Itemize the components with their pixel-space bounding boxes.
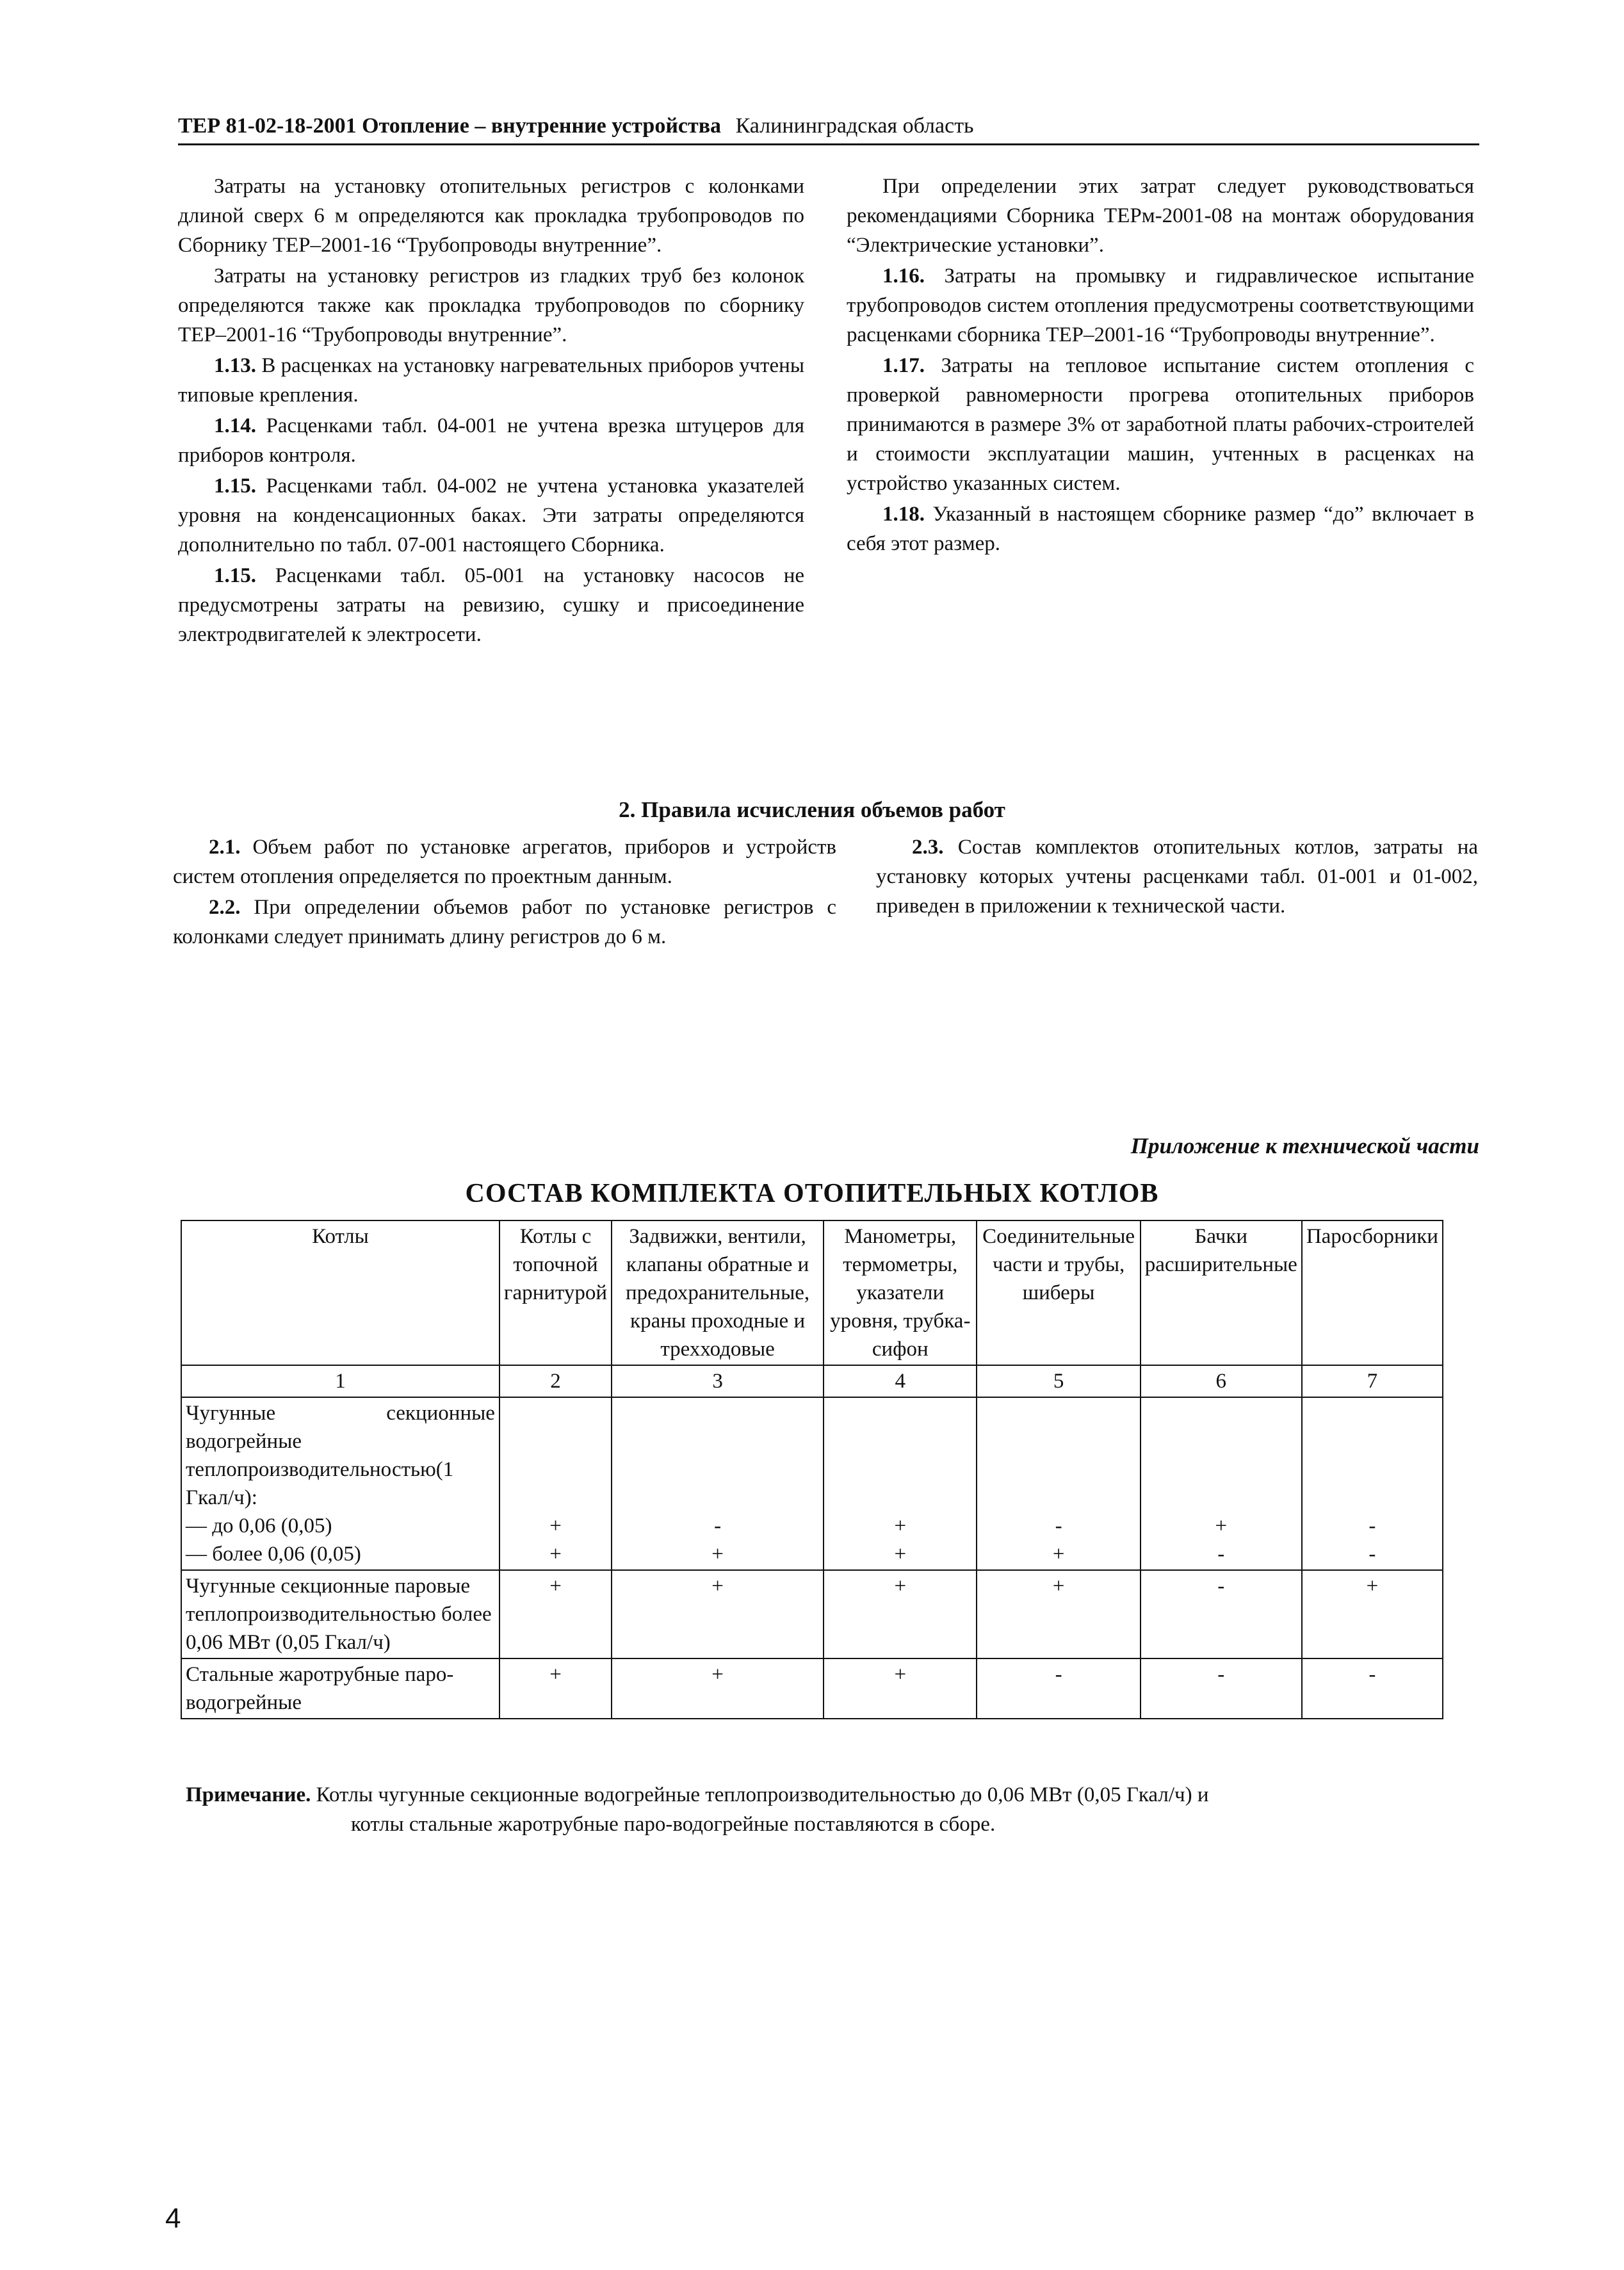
page-number: 4	[165, 2203, 181, 2234]
mark-cell: -	[1141, 1658, 1302, 1719]
note-line-1: Котлы чугунные секционные водогрейные теплопроизводительностью до 0,06 МВт (0,05 Гкал/ч) и	[316, 1783, 1209, 1806]
column-number: 6	[1141, 1365, 1302, 1397]
boiler-set-table	[181, 1220, 1443, 1719]
mark-cell: +	[499, 1570, 612, 1658]
paragraph-1-16: 1.16. Затраты на промывку и гидравлическое испытание трубопроводов систем отопления предусмотрены соответствующими расценками сборника ТЕР–2001-16 “Трубопроводы внутренние”.	[847, 264, 1475, 346]
left-column	[178, 172, 804, 651]
note-line-2: котлы стальные жаротрубные паро-водогрейные поставляются в сборе.	[351, 1813, 996, 1836]
paragraph: Затраты на установку регистров из гладких труб без колонок определяются также как прокладка трубопроводов по сборнику ТЕР–2001-16 “Трубопроводы внутренние”.	[178, 264, 804, 346]
row-subitem: — более 0,06 (0,05)	[186, 1543, 361, 1566]
mark-cell: +	[1302, 1570, 1443, 1658]
row-name-cell	[181, 1397, 499, 1570]
paragraph-1-14: 1.14. Расценками табл. 04-001 не учтена врезка штуцеров для приборов контроля.	[178, 414, 805, 467]
paragraph-1-15b: 1.15. Расценками табл. 05-001 на установку насосов не предусмотрены затраты на ревизию, сушку и присоединение электродвигателей к электросети.	[178, 564, 805, 646]
right-column	[847, 172, 1474, 560]
row-subitem: — до 0,06 (0,05)	[186, 1514, 332, 1537]
mark-cell: +	[977, 1570, 1140, 1658]
mark-cell: +	[612, 1570, 824, 1658]
paragraph-1-18: 1.18. Указанный в настоящем сборнике размер “до” включает в себя этот размер.	[847, 503, 1475, 555]
column-number: 5	[977, 1365, 1140, 1397]
page-header	[178, 114, 1479, 145]
header-code: ТЕР 81-02-18-2001 Отопление – внутренние устройства	[178, 114, 722, 138]
paragraph-1-13: 1.13. В расценках на установку нагревательных приборов учтены типовые крепления.	[178, 354, 804, 407]
table-title: СОСТАВ КОМПЛЕКТА ОТОПИТЕЛЬНЫХ КОТЛОВ	[465, 1179, 1159, 1208]
row-name: Чугунные секционные паровые теплопроизводительностью более 0,06 МВт (0,05 Гкал/ч)	[181, 1570, 499, 1658]
section-2-right	[876, 832, 1478, 922]
row-name: Стальные жаротрубные паро-водогрейные	[181, 1658, 499, 1719]
mark-cell: +	[824, 1570, 977, 1658]
paragraph-2-1: 2.1. Объем работ по установке агрегатов, приборов и устройств систем отопления определяется по проектным данным.	[173, 836, 836, 888]
table-row	[181, 1658, 1443, 1719]
section-2-title: 2. Правила исчисления объемов работ	[619, 797, 1005, 822]
column-number: 1	[181, 1365, 499, 1397]
mark-cell: -	[1141, 1570, 1302, 1658]
mark-cell: - +	[977, 1397, 1140, 1570]
paragraph: При определении этих затрат следует руководствоваться рекомендациями Сборника ТЕРм-2001-08 на монтаж оборудования “Электрические установки”.	[847, 175, 1474, 257]
header-cell: Соединительные части и трубы, шиберы	[977, 1220, 1140, 1365]
mark-cell: + +	[824, 1397, 977, 1570]
column-number: 7	[1302, 1365, 1443, 1397]
paragraph-2-2: 2.2. При определении объемов работ по установке регистров с колонками следует принимать длину регистров до 6 м.	[173, 896, 836, 948]
mark-cell: + +	[499, 1397, 612, 1570]
paragraph-1-15a: 1.15. Расценками табл. 04-002 не учтена установка указателей уровня на конденсационных баках. Эти затраты определяются дополнительно по табл. 07-001 настоящего Сборника.	[178, 474, 805, 556]
header-cell: Котлы	[181, 1220, 499, 1365]
mark-cell: -	[977, 1658, 1140, 1719]
header-cell: Паросборники	[1302, 1220, 1443, 1365]
column-number: 4	[824, 1365, 977, 1397]
row-name: Чугунные секционные водогрейные теплопроизводительностью(1 Гкал/ч):	[186, 1402, 495, 1509]
note-label: Примечание.	[186, 1783, 311, 1806]
header-cell: Котлы с топочной гарнитурой	[499, 1220, 612, 1365]
mark-cell: - +	[612, 1397, 824, 1570]
paragraph-2-3: 2.3. Состав комплектов отопительных котлов, затраты на установку которых учтены расценками табл. 01-001 и 01-002, приведен в приложении к технической части.	[876, 836, 1479, 918]
appendix-label: Приложение к технической части	[1130, 1133, 1479, 1158]
header-cell: Бачки расширительные	[1141, 1220, 1302, 1365]
table-row	[181, 1397, 1443, 1570]
mark-cell: +	[499, 1658, 612, 1719]
section-2-left	[173, 832, 836, 953]
mark-cell: + -	[1141, 1397, 1302, 1570]
paragraph: Затраты на установку отопительных регистров с колонками длиной сверх 6 м определяются как прокладка трубопроводов по Сборнику ТЕР–2001-16 “Трубопроводы внутренние”.	[178, 175, 804, 257]
table-header-row	[181, 1220, 1443, 1365]
header-cell: Манометры, термометры, указатели уровня, трубка-сифон	[824, 1220, 977, 1365]
column-number: 2	[499, 1365, 612, 1397]
paragraph-1-17: 1.17. Затраты на тепловое испытание систем отопления с проверкой равномерности прогрева отопительных приборов принимаются в размере 3% от заработной платы рабочих-строителей и стоимости эксплуатации машин, учтенных в расценках на устройство указанных систем.	[847, 354, 1475, 495]
header-cell: Задвижки, вентили, клапаны обратные и предохранительные, краны проходные и трехходовые	[612, 1220, 824, 1365]
column-number: 3	[612, 1365, 824, 1397]
header-region: Калининградская область	[735, 114, 974, 138]
mark-cell: +	[824, 1658, 977, 1719]
mark-cell: - -	[1302, 1397, 1443, 1570]
table-row	[181, 1570, 1443, 1658]
table-note	[186, 1780, 1441, 1839]
column-number-row	[181, 1365, 1443, 1397]
mark-cell: -	[1302, 1658, 1443, 1719]
mark-cell: +	[612, 1658, 824, 1719]
